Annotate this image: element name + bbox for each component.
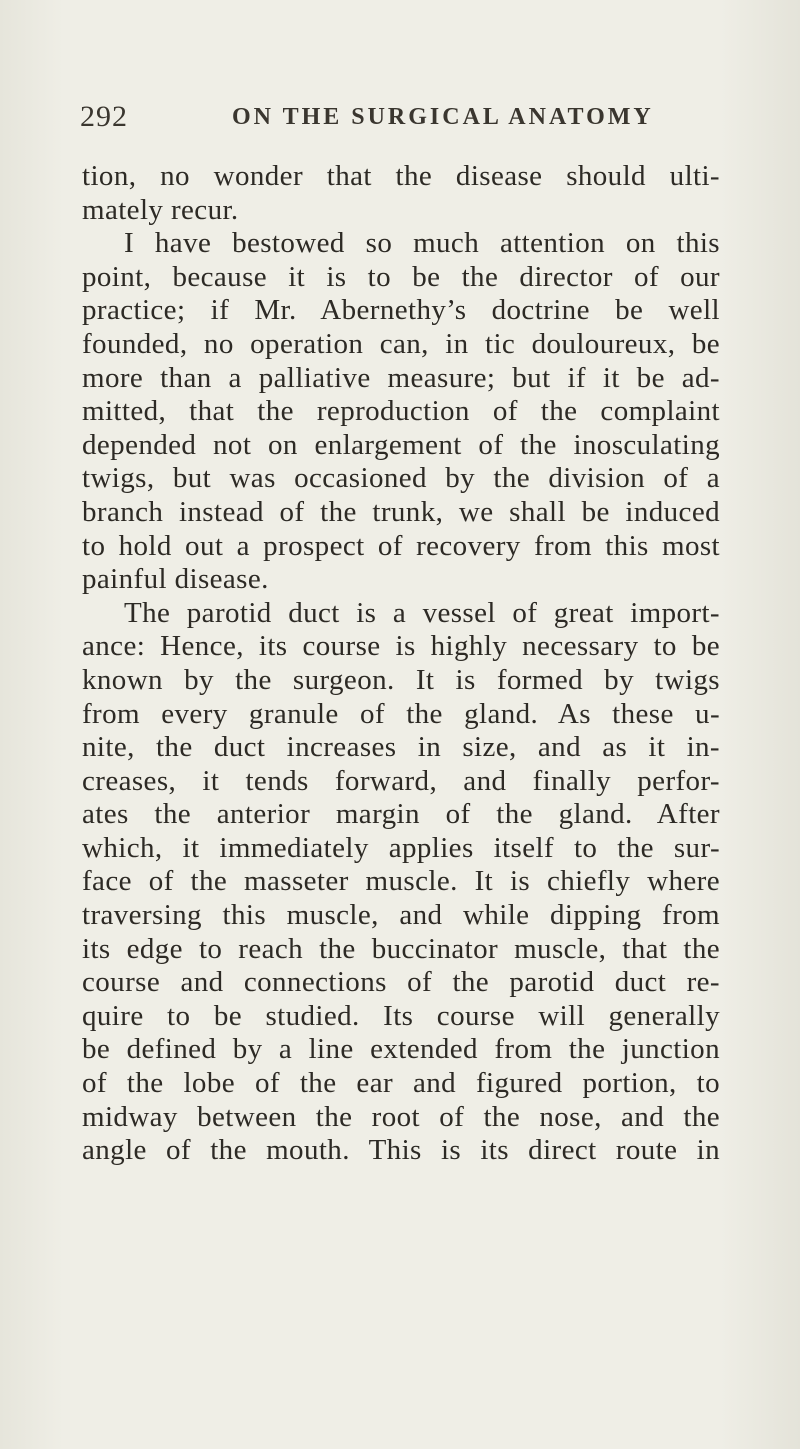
- text-line: creases, it tends forward, and finally perfor-: [82, 764, 720, 797]
- text-line: its edge to reach the buccinator muscle, that the: [82, 932, 720, 965]
- text-line: from every granule of the gland. As these u-: [82, 697, 720, 730]
- text-line: ance: Hence, its course is highly necessary to be: [82, 630, 720, 663]
- text-line: I have bestowed so much attention on this: [124, 227, 720, 260]
- text-line: be defined by a line extended from the junction: [82, 1033, 720, 1066]
- text-line: which, it immediately applies itself to the sur-: [82, 831, 720, 864]
- text-line: traversing this muscle, and while dipping from: [82, 899, 720, 932]
- text-line: tion, no wonder that the disease should ulti-: [82, 160, 720, 192]
- text-line: angle of the mouth. This is its direct route in: [82, 1134, 720, 1167]
- text-line: The parotid duct is a vessel of great import-: [124, 596, 720, 629]
- text-line: midway between the root of the nose, and the: [82, 1100, 720, 1133]
- text-line: founded, no operation can, in tic douloureux, be: [82, 327, 720, 360]
- text-line: twigs, but was occasioned by the division of a: [82, 462, 720, 495]
- text-line: known by the surgeon. It is formed by twigs: [82, 663, 720, 696]
- text-line: point, because it is to be the director of our: [82, 260, 720, 293]
- text-line: practice; if Mr. Abernethy’s doctrine be well: [82, 294, 720, 327]
- text-line: to hold out a prospect of recovery from this most: [82, 529, 720, 562]
- text-line: ates the anterior margin of the gland. After: [82, 798, 720, 831]
- text-line: face of the masseter muscle. It is chiefly where: [82, 865, 720, 898]
- text-line: nite, the duct increases in size, and as it in-: [82, 731, 720, 764]
- text-line: mately recur.: [82, 193, 239, 226]
- text-line: course and connections of the parotid duct re-: [82, 966, 720, 999]
- running-head: ON THE SURGICAL ANATOMY: [232, 104, 654, 130]
- text-line: mitted, that the reproduction of the complaint: [82, 395, 720, 428]
- text-line: more than a palliative measure; but if it be ad-: [82, 361, 720, 394]
- text-line: depended not on enlargement of the inosculating: [82, 428, 720, 461]
- text-line: of the lobe of the ear and figured portion, to: [82, 1067, 720, 1100]
- page-header: [80, 100, 720, 140]
- text-line: painful disease.: [82, 563, 269, 596]
- text-line: branch instead of the trunk, we shall be induced: [82, 495, 720, 528]
- text-line: quire to be studied. Its course will generally: [82, 999, 720, 1032]
- body-text: [82, 160, 720, 1168]
- page-number: 292: [80, 100, 128, 133]
